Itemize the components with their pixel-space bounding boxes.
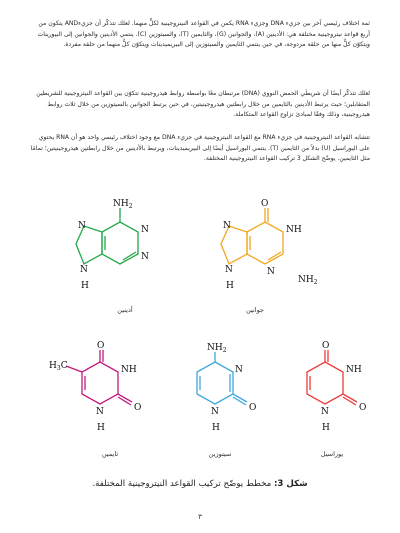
svg-text:N: N	[235, 365, 243, 375]
svg-text:NH: NH	[346, 365, 362, 375]
uracil-label: يوراسيل	[320, 450, 344, 458]
svg-text:H: H	[226, 281, 234, 291]
svg-text:NH: NH	[286, 225, 302, 235]
svg-text:H: H	[97, 423, 105, 433]
svg-text:N: N	[141, 225, 149, 235]
svg-text:N: N	[141, 252, 149, 262]
figure-caption	[0, 479, 400, 489]
guanine-label: جوانين	[246, 306, 264, 314]
svg-text:N: N	[78, 221, 86, 231]
svg-text:O: O	[134, 403, 142, 413]
svg-text:H: H	[81, 281, 89, 291]
svg-text:O: O	[249, 403, 257, 413]
svg-text:N: N	[80, 265, 88, 275]
paragraph-2: لعلك تتذكّر أيضًا أن شريطَي الحمض النووي (DNA) مرتبطان معًا بواسطة روابط هيدروجينية تتكوّن بين القواعد النيتروجينية للشريطين المتقابلين؛ حيث يرتبط الأدينين بالثايمين من خلال رابطتين هيدروجينيتين، في حين يرتبط الجوانين بالسيتوزين من خلال ثلاث روابط هيدروجينية، وذلك وفقًا لمبادئ تزاوج القواعد المتكاملة.	[36, 90, 370, 119]
svg-text:H: H	[212, 423, 220, 433]
adenine-label: أدينين	[117, 306, 133, 314]
thymine-label: ثايمين	[101, 450, 119, 458]
svg-text:N: N	[225, 265, 233, 275]
svg-text:O: O	[261, 199, 269, 209]
thymine-ch3-label: $H_3C$	[49, 361, 68, 372]
paragraph-1: ثمة اختلاف رئيسي آخر بين جزيء DNA وجزيء RNA يكمن في القواعد النيتروجينية لكلٍّ منهما. لعلك تتذكّر أن جزيءAND يتكون من أربع قواعد نيتروجينية مختلفة هي: الأدينين (A)، والجوانين (G)، والثايمين (T)، والسيتوزين (C). ينتمي الأدينين والجوانين إلى البيورينات ويتكوّن كلٌّ منها من حلقة مزدوجة، في حين ينتمي الثايمين والسيتوزين إلى البيريميدينات ويتكوّن كلٌّ منهما من حلقة مفردة.	[37, 20, 370, 49]
svg-text:O: O	[359, 403, 367, 413]
svg-text:N: N	[321, 407, 329, 417]
cytosine-nh2-label: $NH_2$	[207, 343, 227, 354]
caption-label: شكل 3:	[273, 479, 308, 489]
svg-text:O: O	[322, 341, 330, 351]
svg-text:NH: NH	[121, 365, 137, 375]
cytosine-label: سيتوزين	[208, 450, 232, 458]
uracil-structure	[285, 340, 395, 450]
guanine-structure	[225, 200, 355, 310]
caption-text: مخطط يوضّح تركيب القواعد النيتروجينية المختلفة.	[92, 479, 274, 489]
svg-text:N: N	[96, 407, 104, 417]
svg-text:N: N	[211, 407, 219, 417]
svg-text:H: H	[322, 423, 330, 433]
svg-text:N: N	[223, 221, 231, 231]
paragraph-3: تتشابه القواعد النيتروجينية في جزيء RNA مع القواعد النيتروجينية في جزيء DNA مع وجود اختلاف رئيسي واحد هو أن RNA يحتوي على اليوراسيل (U) بدلاً من الثايمين (T). ينتمي اليوراسيل أيضًا إلى البيريميدينات، ويرتبط بالأدينين من خلال رابطتين هيدروجينيتين؛ تمامًا مثل الثايمين. يوضّح الشكل 3 تركيب القواعد النيتروجينية المختلفة.	[30, 134, 370, 163]
svg-text:N: N	[267, 267, 275, 277]
svg-text:O: O	[97, 341, 105, 351]
thymine-structure	[49, 340, 170, 450]
adenine-structure	[80, 200, 210, 310]
page-number: ٣	[198, 513, 202, 521]
cytosine-structure	[175, 340, 285, 450]
adenine-nh2-label: $NH_2$	[113, 199, 133, 210]
guanine-nh2-label: $NH_2$	[298, 275, 318, 286]
